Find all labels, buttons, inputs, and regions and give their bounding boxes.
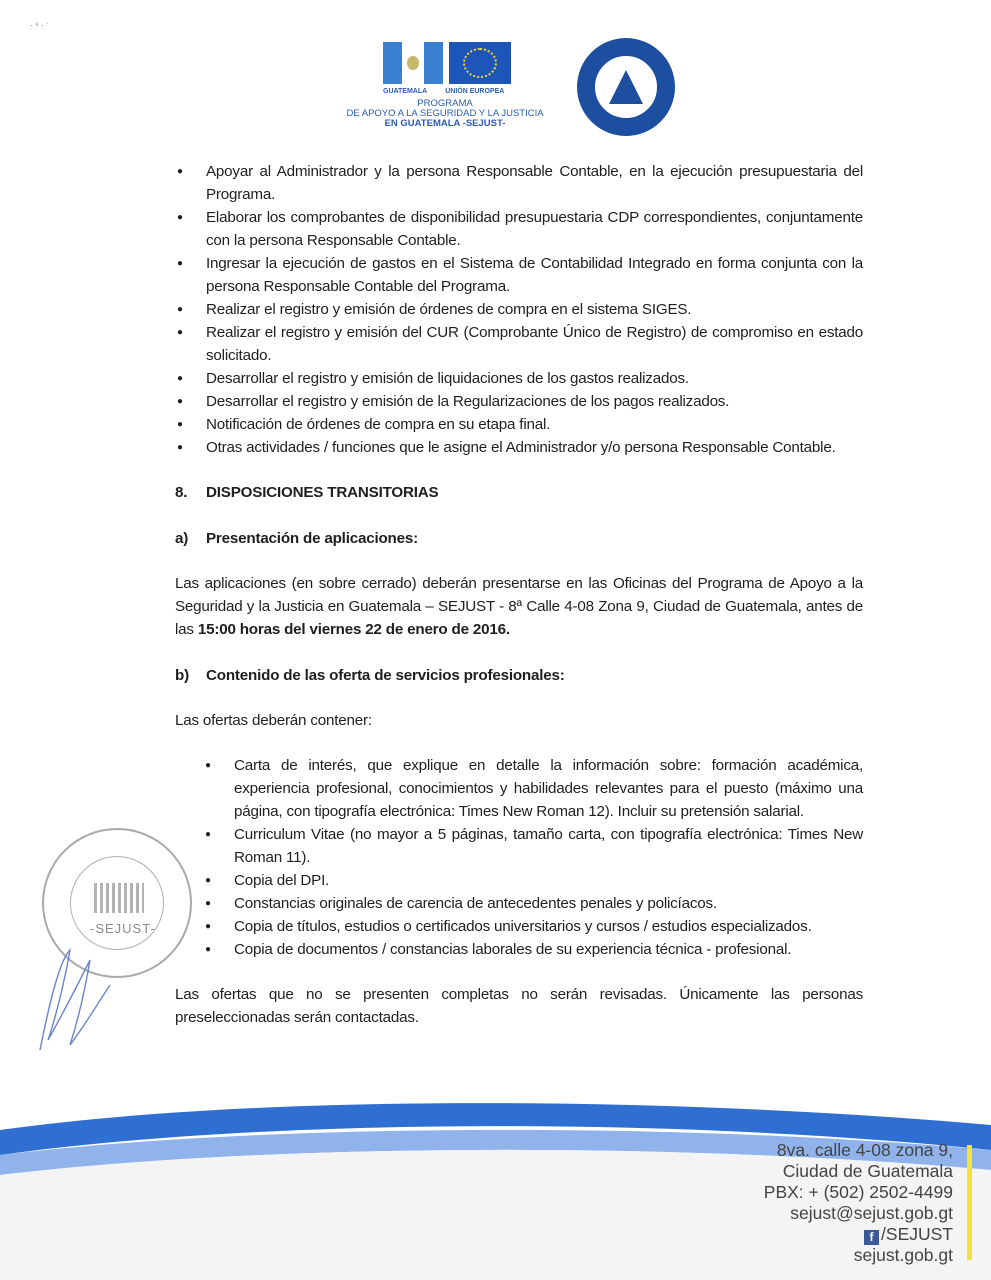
program-line-3: EN GUATEMALA -SEJUST- xyxy=(384,118,506,129)
facebook-icon: f xyxy=(864,1230,879,1245)
subsection-title: Contenido de las oferta de servicios profesionales: xyxy=(206,667,565,684)
partner-flags xyxy=(383,42,513,90)
list-item: ● Copia de títulos, estudios o certificados universitarios y cursos / estudios especializados. xyxy=(203,915,863,938)
duties-list xyxy=(175,160,863,459)
subsection-heading-b xyxy=(175,664,863,687)
list-item: ● Ingresar la ejecución de gastos en el Sistema de Contabilidad Integrado en forma conjunta con la persona Responsable Contable del Programa. xyxy=(175,252,863,298)
flag-captions xyxy=(383,88,523,95)
list-item: ● Notificación de órdenes de compra en su etapa final. xyxy=(175,413,863,436)
offers-list xyxy=(175,754,863,961)
submission-paragraph xyxy=(175,572,863,641)
facebook-handle: /SEJUST xyxy=(881,1224,953,1244)
letterhead xyxy=(0,0,991,160)
subsection-heading-a xyxy=(175,527,863,550)
offers-intro: Las ofertas deberán contener: xyxy=(175,712,372,729)
footer-accent-bar xyxy=(967,1145,972,1260)
list-item: ● Constancias originales de carencia de antecedentes penales y policíacos. xyxy=(203,892,863,915)
list-item: ● Realizar el registro y emisión de órdenes de compra en el sistema SIGES. xyxy=(175,298,863,321)
list-item: ● Elaborar los comprobantes de disponibilidad presupuestaria CDP correspondientes, conjuntamente con la persona Responsable Contable. xyxy=(175,206,863,252)
list-item: ● Otras actividades / funciones que le asigne el Administrador y/o persona Responsable Contable. xyxy=(175,436,863,459)
program-line-2: DE APOYO A LA SEGURIDAD Y LA JUSTICIA xyxy=(346,108,544,119)
secretariat-seal-icon xyxy=(577,38,675,136)
handwritten-signature xyxy=(30,940,120,1060)
list-item: ● Desarrollar el registro y emisión de liquidaciones de los gastos realizados. xyxy=(175,367,863,390)
eu-flag-icon xyxy=(449,42,511,84)
section-title: DISPOSICIONES TRANSITORIAS xyxy=(206,484,439,501)
footer-phone: PBX: + (502) 2502-4499 xyxy=(763,1182,953,1202)
list-item: ● Copia de documentos / constancias laborales de su experiencia técnica - profesional. xyxy=(203,938,863,961)
program-name xyxy=(330,99,560,129)
stamp-flags-icon xyxy=(94,883,144,913)
stamp-label: -SEJUST- xyxy=(90,921,156,936)
subsection-number: a) xyxy=(175,530,189,547)
flag-caption-guatemala: GUATEMALA xyxy=(383,88,428,95)
footer-address-2: Ciudad de Guatemala xyxy=(782,1161,953,1181)
guatemala-flag-icon xyxy=(383,42,443,84)
footer-website: sejust.gob.gt xyxy=(853,1245,953,1265)
list-item: ● Apoyar al Administrador y la persona Responsable Contable, en la ejecución presupuestaria del Programa. xyxy=(175,160,863,206)
scan-marks: · ᵛ · ˑ xyxy=(30,20,49,30)
section-heading xyxy=(175,481,863,504)
offers-list-wrapper xyxy=(175,754,863,961)
submission-text: Las aplicaciones (en sobre cerrado) deberán presentarse en las Oficinas del Programa de Apoyo a la Seguridad y la Justicia en Guatemala – SEJUST - 8ª Calle 4-08 Zona 9, Ciudad de Guatemala, antes de las xyxy=(175,575,863,638)
deadline-text: 15:00 horas del viernes 22 de enero de 2016. xyxy=(197,621,510,638)
subsection-number: b) xyxy=(175,667,189,684)
section-number: 8. xyxy=(175,484,188,501)
list-item: ● Curriculum Vitae (no mayor a 5 páginas, tamaño carta, con tipografía electrónica: Times New Roman 11). xyxy=(203,823,863,869)
subsection-title: Presentación de aplicaciones: xyxy=(206,530,418,547)
document-body xyxy=(175,160,863,1029)
closing-paragraph: Las ofertas que no se presenten completas no serán revisadas. Únicamente las personas preseleccionadas serán contactadas. xyxy=(175,986,863,1026)
footer-contact xyxy=(673,1140,953,1266)
list-item: ● Desarrollar el registro y emisión de la Regularizaciones de los pagos realizados. xyxy=(175,390,863,413)
list-item: ● Carta de interés, que explique en detalle la información sobre: formación académica, experiencia profesional, conocimientos y habilidades relevantes para el puesto (máximo una página, con tipografía electrónica: Times New Roman 12). Incluir su pretensión salarial. xyxy=(203,754,863,823)
list-item: ● Realizar el registro y emisión del CUR (Comprobante Único de Registro) de compromiso en estado solicitado. xyxy=(175,321,863,367)
list-item: ● Copia del DPI. xyxy=(203,869,863,892)
footer-email: sejust@sejust.gob.gt xyxy=(790,1203,953,1223)
footer-address-1: 8va. calle 4-08 zona 9, xyxy=(776,1140,953,1160)
flag-caption-eu: UNIÓN EUROPEA xyxy=(445,88,505,95)
footer-facebook xyxy=(673,1224,953,1245)
program-line-1: PROGRAMA xyxy=(417,98,473,109)
